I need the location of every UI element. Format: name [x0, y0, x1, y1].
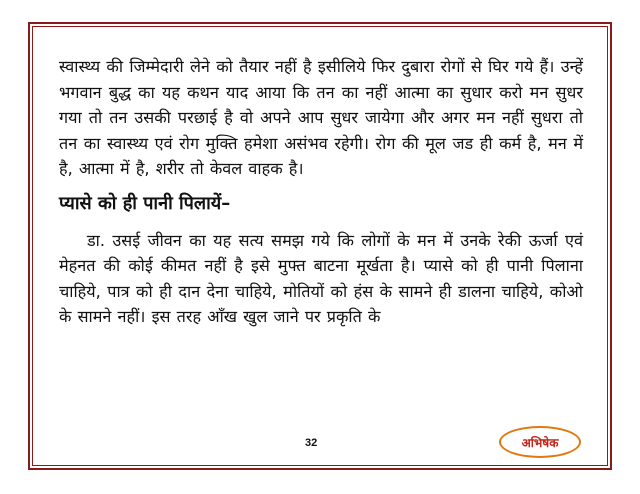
body-paragraph-1: स्वास्थ्य की जिम्मेदारी लेने को तैयार नहीं है इसीलिये फिर दुबारा रोगों से घिर गये हैं। उन्हें भगवान बुद्ध का यह कथन याद आया कि तन का नहीं आत्मा का सुधार करो मन सुधर गया तो तन उसकी परछाई है वो अपने आप सुधर जायेगा और अगर मन नहीं सुधरा तो तन का स्वास्थ्य एवं रोग मुक्ति हमेशा असंभव रहेगी। रोग की मूल जड ही कर्म है, मन में है, आत्मा में है, शरीर तो केवल वाहक है।	[59, 57, 583, 178]
section-heading: प्यासे को ही पानी पिलायें–	[59, 192, 231, 214]
body-paragraph-2: डा. उसई जीवन का यह सत्य समझ गये कि लोगों के मन में उनके रेकी ऊर्जा एवं मेहनत की कोई कीमत नहीं है इसे मुफ्त बाटना मूर्खता है। प्यासे को ही पानी पिलाना चाहिये, पात्र को ही दान देना चाहिये, मोतियों को हंस के सामने ही डालना चाहिये, कोओ के सामने नहीं। इस तरह आँख खुल जाने पर प्रकृति के	[59, 230, 583, 326]
author-badge-text: अभिषेक	[521, 435, 559, 450]
author-badge	[499, 426, 581, 458]
page-content	[59, 54, 583, 330]
page-number: 32	[305, 437, 318, 449]
